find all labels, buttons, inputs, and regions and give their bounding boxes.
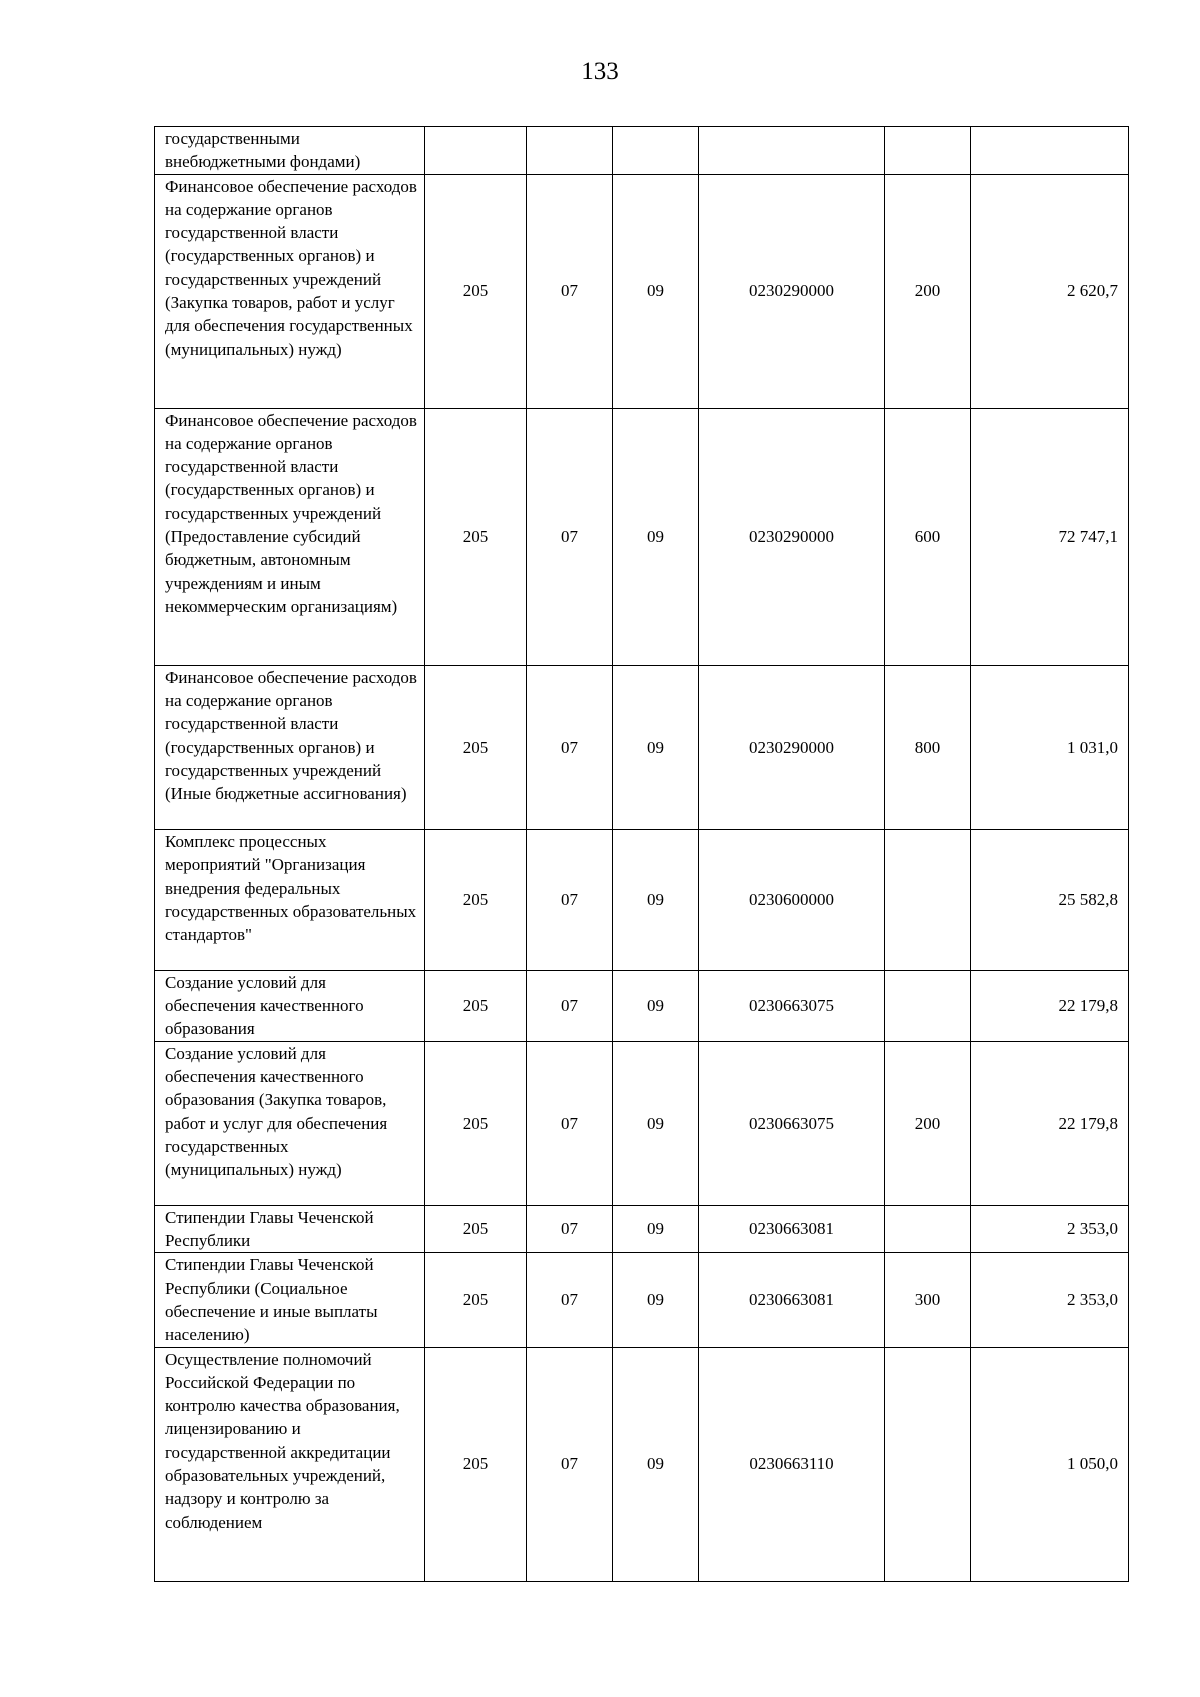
target-article-cell: 0230663081 bbox=[699, 1253, 885, 1347]
table-row bbox=[155, 174, 1129, 408]
row-name-cell: Финансовое обеспечение расходов на содержание органов государственной власти (государственных органов) и государственных учреждений (Иные бюджетные ассигнования) bbox=[155, 665, 425, 829]
row-name-cell: Осуществление полномочий Российской Федерации по контролю качества образования, лицензированию и государственной аккредитации образовательных учреждений, надзору и контролю за соблюдением bbox=[155, 1347, 425, 1581]
target-article-cell: 0230663110 bbox=[699, 1347, 885, 1581]
amount-cell: 22 179,8 bbox=[971, 970, 1129, 1041]
row-name-cell: Стипендии Главы Чеченской Республики bbox=[155, 1205, 425, 1253]
amount-cell: 2 353,0 bbox=[971, 1205, 1129, 1253]
row-name-cell: Стипендии Главы Чеченской Республики (Социальное обеспечение и иные выплаты населению) bbox=[155, 1253, 425, 1347]
section-code-cell: 07 bbox=[527, 1205, 613, 1253]
amount-cell: 2 353,0 bbox=[971, 1253, 1129, 1347]
expense-type-cell bbox=[885, 1347, 971, 1581]
subsection-code-cell: 09 bbox=[613, 970, 699, 1041]
amount-cell bbox=[971, 127, 1129, 175]
section-code-cell: 07 bbox=[527, 408, 613, 665]
ved-code-cell: 205 bbox=[425, 1041, 527, 1205]
section-code-cell: 07 bbox=[527, 970, 613, 1041]
target-article-cell: 0230663081 bbox=[699, 1205, 885, 1253]
table-row bbox=[155, 408, 1129, 665]
expense-type-cell bbox=[885, 127, 971, 175]
ved-code-cell bbox=[425, 127, 527, 175]
table-row bbox=[155, 1347, 1129, 1581]
subsection-code-cell: 09 bbox=[613, 829, 699, 970]
amount-cell: 2 620,7 bbox=[971, 174, 1129, 408]
target-article-cell: 0230290000 bbox=[699, 408, 885, 665]
target-article-cell: 0230290000 bbox=[699, 665, 885, 829]
target-article-cell: 0230290000 bbox=[699, 174, 885, 408]
table-row bbox=[155, 1041, 1129, 1205]
section-code-cell: 07 bbox=[527, 1253, 613, 1347]
page-number: 133 bbox=[581, 58, 619, 85]
ved-code-cell: 205 bbox=[425, 1253, 527, 1347]
amount-cell: 22 179,8 bbox=[971, 1041, 1129, 1205]
expense-type-cell bbox=[885, 829, 971, 970]
table-row bbox=[155, 1205, 1129, 1253]
budget-table bbox=[154, 126, 1129, 1582]
ved-code-cell: 205 bbox=[425, 408, 527, 665]
row-name-cell: Создание условий для обеспечения качественного образования bbox=[155, 970, 425, 1041]
section-code-cell: 07 bbox=[527, 665, 613, 829]
row-name-cell: Комплекс процессных мероприятий "Организация внедрения федеральных государственных образовательных стандартов" bbox=[155, 829, 425, 970]
ved-code-cell: 205 bbox=[425, 829, 527, 970]
table-row bbox=[155, 1253, 1129, 1347]
amount-cell: 1 050,0 bbox=[971, 1347, 1129, 1581]
expense-type-cell: 800 bbox=[885, 665, 971, 829]
amount-cell: 25 582,8 bbox=[971, 829, 1129, 970]
table-row bbox=[155, 829, 1129, 970]
subsection-code-cell: 09 bbox=[613, 1347, 699, 1581]
ved-code-cell: 205 bbox=[425, 174, 527, 408]
subsection-code-cell: 09 bbox=[613, 1041, 699, 1205]
ved-code-cell: 205 bbox=[425, 1347, 527, 1581]
section-code-cell: 07 bbox=[527, 1347, 613, 1581]
subsection-code-cell: 09 bbox=[613, 408, 699, 665]
target-article-cell: 0230600000 bbox=[699, 829, 885, 970]
target-article-cell: 0230663075 bbox=[699, 970, 885, 1041]
subsection-code-cell: 09 bbox=[613, 1205, 699, 1253]
subsection-code-cell: 09 bbox=[613, 174, 699, 408]
row-name-cell: государственными внебюджетными фондами) bbox=[155, 127, 425, 175]
expense-type-cell: 600 bbox=[885, 408, 971, 665]
ved-code-cell: 205 bbox=[425, 970, 527, 1041]
row-name-cell: Финансовое обеспечение расходов на содержание органов государственной власти (государственных органов) и государственных учреждений (Закупка товаров, работ и услуг для обеспечения государственных (муниципальных) нужд) bbox=[155, 174, 425, 408]
table-row bbox=[155, 665, 1129, 829]
expense-type-cell: 200 bbox=[885, 174, 971, 408]
subsection-code-cell: 09 bbox=[613, 665, 699, 829]
expense-type-cell: 300 bbox=[885, 1253, 971, 1347]
target-article-cell bbox=[699, 127, 885, 175]
row-name-cell: Финансовое обеспечение расходов на содержание органов государственной власти (государственных органов) и государственных учреждений (Предоставление субсидий бюджетным, автономным учреждениям и иным некоммерческим организациям) bbox=[155, 408, 425, 665]
table-body bbox=[155, 127, 1129, 1582]
amount-cell: 72 747,1 bbox=[971, 408, 1129, 665]
expense-type-cell bbox=[885, 1205, 971, 1253]
row-name-cell: Создание условий для обеспечения качественного образования (Закупка товаров, работ и услуг для обеспечения государственных (муниципальных) нужд) bbox=[155, 1041, 425, 1205]
subsection-code-cell: 09 bbox=[613, 1253, 699, 1347]
section-code-cell bbox=[527, 127, 613, 175]
amount-cell: 1 031,0 bbox=[971, 665, 1129, 829]
table-row bbox=[155, 127, 1129, 175]
section-code-cell: 07 bbox=[527, 174, 613, 408]
section-code-cell: 07 bbox=[527, 1041, 613, 1205]
ved-code-cell: 205 bbox=[425, 665, 527, 829]
expense-type-cell bbox=[885, 970, 971, 1041]
table-row bbox=[155, 970, 1129, 1041]
ved-code-cell: 205 bbox=[425, 1205, 527, 1253]
subsection-code-cell bbox=[613, 127, 699, 175]
section-code-cell: 07 bbox=[527, 829, 613, 970]
expense-type-cell: 200 bbox=[885, 1041, 971, 1205]
target-article-cell: 0230663075 bbox=[699, 1041, 885, 1205]
